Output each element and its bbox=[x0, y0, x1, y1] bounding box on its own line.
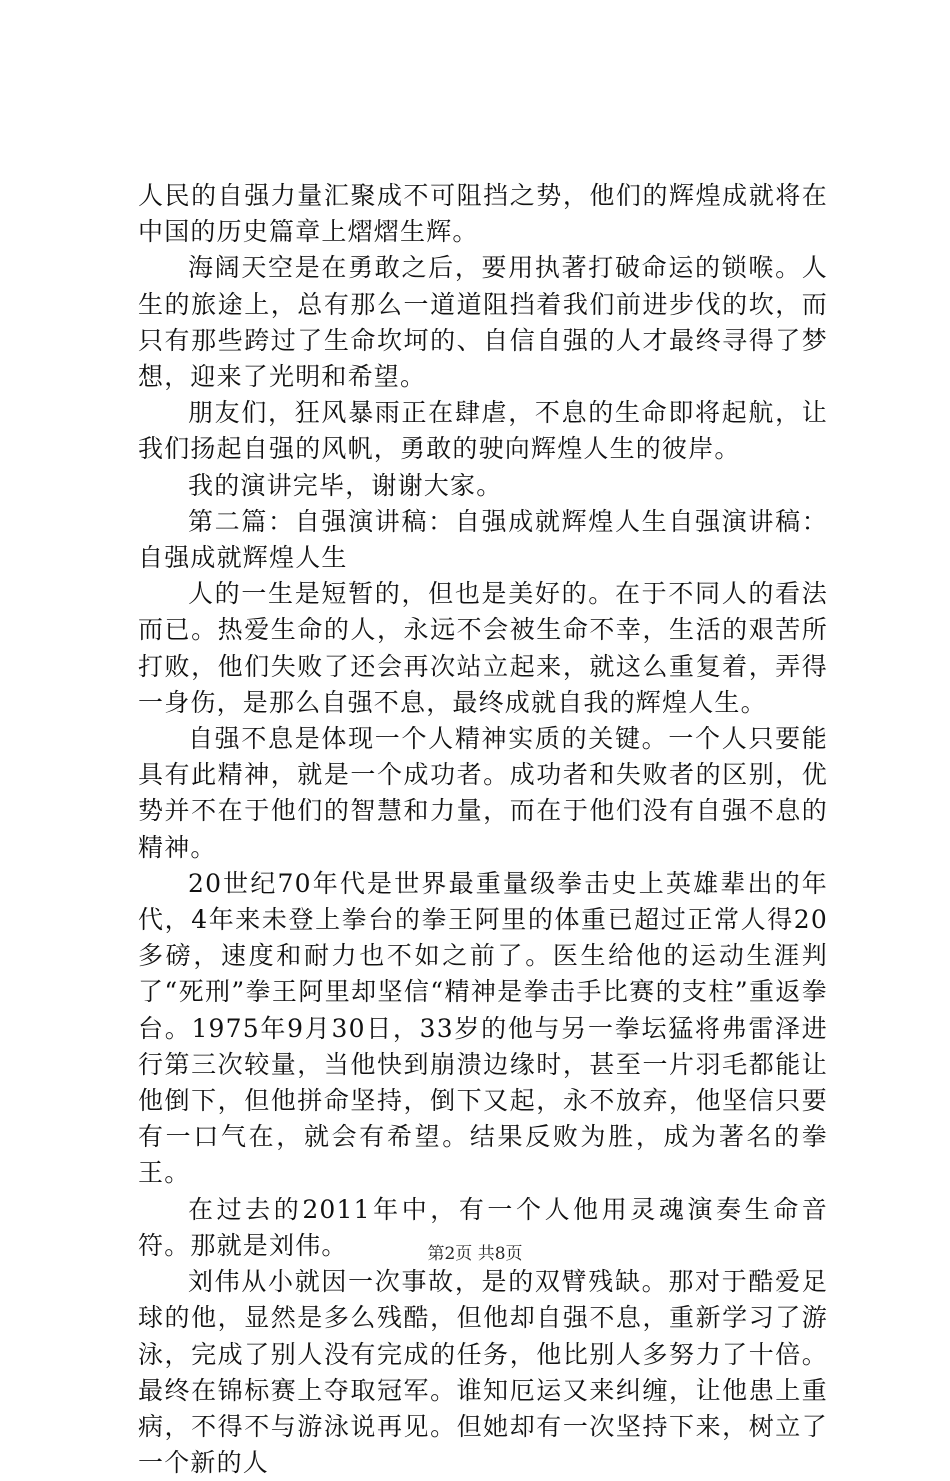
paragraph: 海阔天空是在勇敢之后，要用执著打破命运的锁喉。人生的旅途上，总有那么一道道阻挡着我们前进步伐的坎，而只有那些跨过了生命坎坷的、自信自强的人才最终寻得了梦想，迎来了光明和希望。 bbox=[138, 253, 828, 392]
paragraph: 人民的自强力量汇聚成不可阻挡之势，他们的辉煌成就将在中国的历史篇章上熠熠生辉。 bbox=[138, 181, 828, 247]
paragraph: 刘伟从小就因一次事故，是的双臂残缺。那对于酷爱足球的他，显然是多么残酷，但他却自强不息，重新学习了游泳，完成了别人没有完成的任务，他比别人多努力了十倍。最终在锦标赛上夺取冠军。谁知厄运又来纠缠，让他患上重病，不得不与游泳说再见。但她却有一次坚持下来，树立了一个新的人 bbox=[138, 1267, 828, 1478]
page-footer: 第2页 共8页 bbox=[427, 1244, 523, 1264]
section-heading: 第二篇：自强演讲稿：自强成就辉煌人生自强演讲稿：自强成就辉煌人生 bbox=[138, 506, 828, 573]
paragraph: 人的一生是短暂的，但也是美好的。在于不同人的看法而已。热爱生命的人，永远不会被生命不幸，生活的艰苦所打败，他们失败了还会再次站立起来，就这么重复着，弄得一身伤，是那么自强不息，最终成就自我的辉煌人生。 bbox=[138, 579, 828, 717]
paragraph: 我的演讲完毕，谢谢大家。 bbox=[188, 470, 503, 500]
paragraph: 自强不息是体现一个人精神实质的关键。一个人只要能具有此精神，就是一个成功者。成功者和失败者的区别，优势并不在于他们的智慧和力量，而在于他们没有自强不息的精神。 bbox=[138, 724, 828, 862]
paragraph: 在过去的2011年中，有一个人他用灵魂演奏生命音符。那就是刘伟。 bbox=[138, 1194, 828, 1260]
paragraph: 20世纪70年代是世界最重量级拳击史上英雄辈出的年代，4年来未登上拳台的拳王阿里的体重已超过正常人得20多磅，速度和耐力也不如之前了。医生给他的运动生涯判了“死刑”拳王阿里却坚信“精神是拳击手比赛的支柱”重返拳台。1975年9月30日，33岁的他与另一拳坛猛将弗雷泽进行第三次较量，当他快到崩溃边缘时，甚至一片羽毛都能让他倒下，但他拼命坚持，倒下又起，永不放弃，他坚信只要有一口气在，就会有希望。结果反败为胜，成为著名的拳王。 bbox=[138, 868, 828, 1188]
paragraph: 朋友们，狂风暴雨正在肆虐，不息的生命即将起航，让我们扬起自强的风帆，勇敢的驶向辉煌人生的彼岸。 bbox=[138, 398, 828, 464]
document-body bbox=[138, 178, 828, 1481]
